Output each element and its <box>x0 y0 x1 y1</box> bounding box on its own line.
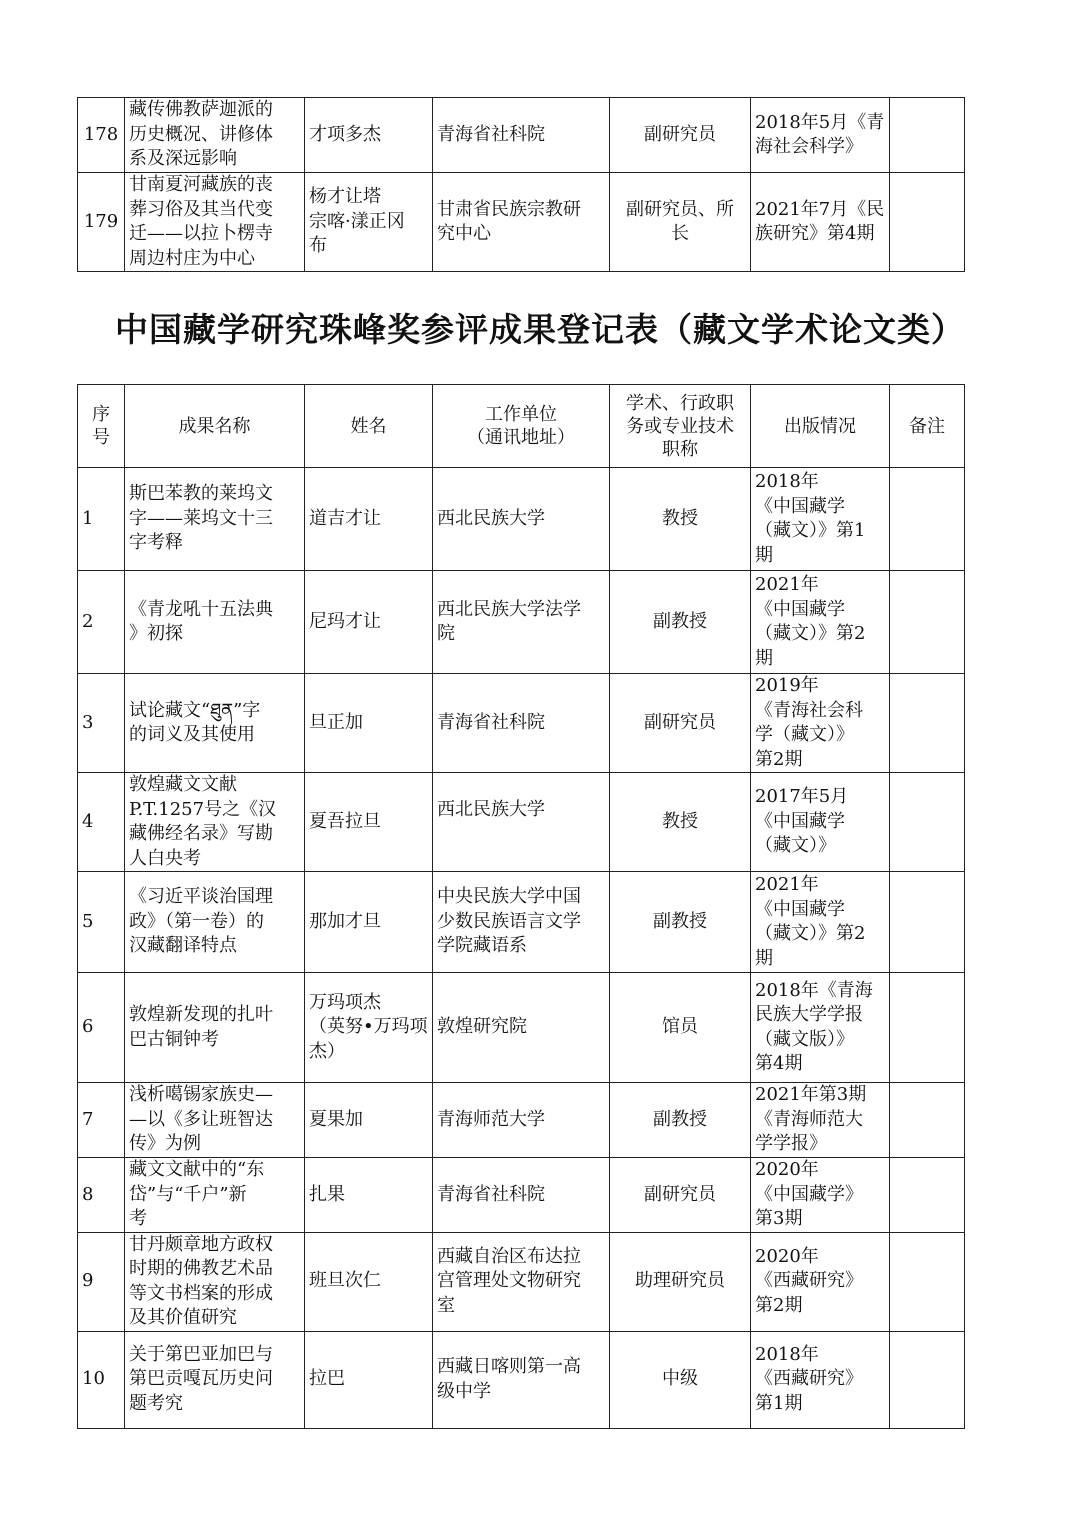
row-number: 5 <box>78 872 125 973</box>
table-row <box>78 571 965 674</box>
job-title: 中级 <box>610 1331 751 1428</box>
job-title: 副研究员、所 长 <box>610 173 751 272</box>
header-name: 姓名 <box>305 385 433 468</box>
table-row <box>78 674 965 773</box>
row-number: 1 <box>78 468 125 571</box>
table-row <box>78 1232 965 1331</box>
row-number: 7 <box>78 1083 125 1158</box>
work-title: 敦煌藏文文献 P.T.1257号之《汉 藏佛经名录》写勘 人白央考 <box>125 773 305 872</box>
work-title: 甘丹颇章地方政权 时期的佛教艺术品 等文书档案的形成 及其价值研究 <box>125 1232 305 1331</box>
header-job-title: 学术、行政职 务或专业技术 职称 <box>610 385 751 468</box>
remarks <box>890 973 965 1083</box>
row-number: 178 <box>78 98 125 173</box>
job-title: 副研究员 <box>610 1158 751 1233</box>
job-title: 助理研究员 <box>610 1232 751 1331</box>
work-unit: 西北民族大学 <box>433 468 610 571</box>
job-title: 教授 <box>610 468 751 571</box>
work-title: 藏文文献中的“东 岱”与“千户”新 考 <box>125 1158 305 1233</box>
remarks <box>890 674 965 773</box>
table-row <box>78 973 965 1083</box>
work-title: 浅析噶锡家族史— —以《多让班智达 传》为例 <box>125 1083 305 1158</box>
table-row <box>78 98 965 173</box>
work-title: 《青龙吼十五法典 》初探 <box>125 571 305 674</box>
job-title: 副教授 <box>610 872 751 973</box>
publication: 2020年 《西藏研究》 第2期 <box>751 1232 890 1331</box>
work-title: 试论藏文“ཐུན”字 的词义及其使用 <box>125 674 305 773</box>
publication: 2018年 《西藏研究》 第1期 <box>751 1331 890 1428</box>
work-title: 斯巴苯教的莱坞文 字——莱坞文十三 字考释 <box>125 468 305 571</box>
table-row <box>78 173 965 272</box>
table-row <box>78 1083 965 1158</box>
work-unit: 甘肃省民族宗教研 究中心 <box>433 173 610 272</box>
row-number: 179 <box>78 173 125 272</box>
work-unit: 西北民族大学 <box>433 773 610 872</box>
remarks <box>890 98 965 173</box>
author-name: 夏吾拉旦 <box>305 773 433 872</box>
header-work-unit: 工作单位 （通讯地址） <box>433 385 610 468</box>
remarks <box>890 1083 965 1158</box>
work-title: 甘南夏河藏族的丧 葬习俗及其当代变 迁——以拉卜楞寺 周边村庄为中心 <box>125 173 305 272</box>
publication: 2019年 《青海社会科 学（藏文）》 第2期 <box>751 674 890 773</box>
row-number: 2 <box>78 571 125 674</box>
author-name: 扎果 <box>305 1158 433 1233</box>
header-number: 序 号 <box>78 385 125 468</box>
remarks <box>890 173 965 272</box>
work-unit: 中央民族大学中国 少数民族语言文学 学院藏语系 <box>433 872 610 973</box>
table-row <box>78 1158 965 1233</box>
author-name: 才项多杰 <box>305 98 433 173</box>
author-name: 那加才旦 <box>305 872 433 973</box>
row-number: 6 <box>78 973 125 1083</box>
row-number: 4 <box>78 773 125 872</box>
registration-table <box>77 384 965 1429</box>
row-number: 9 <box>78 1232 125 1331</box>
job-title: 副研究员 <box>610 674 751 773</box>
header-work-title: 成果名称 <box>125 385 305 468</box>
author-name: 班旦次仁 <box>305 1232 433 1331</box>
table-row <box>78 872 965 973</box>
row-number: 3 <box>78 674 125 773</box>
work-title: 关于第巴亚加巴与 第巴贡嘎瓦历史问 题考究 <box>125 1331 305 1428</box>
job-title: 副研究员 <box>610 98 751 173</box>
publication: 2021年 《中国藏学 （藏文）》第2 期 <box>751 872 890 973</box>
remarks <box>890 1232 965 1331</box>
work-unit: 青海省社科院 <box>433 1158 610 1233</box>
row-number: 10 <box>78 1331 125 1428</box>
job-title: 教授 <box>610 773 751 872</box>
work-title: 《习近平谈治国理 政》（第一卷）的 汉藏翻译特点 <box>125 872 305 973</box>
table-row <box>78 773 965 872</box>
remarks <box>890 872 965 973</box>
remarks <box>890 1331 965 1428</box>
remarks <box>890 773 965 872</box>
publication: 2021年 《中国藏学 （藏文）》第2 期 <box>751 571 890 674</box>
table-row <box>78 468 965 571</box>
author-name: 拉巴 <box>305 1331 433 1428</box>
publication: 2018年《青海 民族大学学报 （藏文版）》 第4期 <box>751 973 890 1083</box>
author-name: 旦正加 <box>305 674 433 773</box>
author-name: 杨才让塔 宗喀·漾正冈 布 <box>305 173 433 272</box>
publication: 2017年5月 《中国藏学 （藏文）》 <box>751 773 890 872</box>
work-unit: 青海省社科院 <box>433 674 610 773</box>
author-name: 万玛项杰 （英努•万玛项 杰） <box>305 973 433 1083</box>
work-unit: 西藏自治区布达拉 宫管理处文物研究 室 <box>433 1232 610 1331</box>
publication: 2021年7月《民 族研究》第4期 <box>751 173 890 272</box>
job-title: 副教授 <box>610 1083 751 1158</box>
work-unit: 青海师范大学 <box>433 1083 610 1158</box>
publication: 2020年 《中国藏学》 第3期 <box>751 1158 890 1233</box>
header-publication: 出版情况 <box>751 385 890 468</box>
job-title: 馆员 <box>610 973 751 1083</box>
remarks <box>890 1158 965 1233</box>
publication: 2021年第3期 《青海师范大 学学报》 <box>751 1083 890 1158</box>
continuation-table <box>77 97 965 272</box>
publication: 2018年 《中国藏学 （藏文）》第1 期 <box>751 468 890 571</box>
table-row <box>78 1331 965 1428</box>
work-title: 敦煌新发现的扎叶 巴古铜钟考 <box>125 973 305 1083</box>
work-unit: 青海省社科院 <box>433 98 610 173</box>
remarks <box>890 571 965 674</box>
author-name: 道吉才让 <box>305 468 433 571</box>
author-name: 尼玛才让 <box>305 571 433 674</box>
work-unit: 敦煌研究院 <box>433 973 610 1083</box>
publication: 2018年5月《青 海社会科学》 <box>751 98 890 173</box>
row-number: 8 <box>78 1158 125 1233</box>
header-row <box>78 385 965 468</box>
work-unit: 西藏日喀则第一高 级中学 <box>433 1331 610 1428</box>
work-title: 藏传佛教萨迦派的 历史概况、讲修体 系及深远影响 <box>125 98 305 173</box>
work-unit: 西北民族大学法学 院 <box>433 571 610 674</box>
remarks <box>890 468 965 571</box>
job-title: 副教授 <box>610 571 751 674</box>
page-title: 中国藏学研究珠峰奖参评成果登记表（藏文学术论文类） <box>115 310 965 349</box>
header-remarks: 备注 <box>890 385 965 468</box>
author-name: 夏果加 <box>305 1083 433 1158</box>
